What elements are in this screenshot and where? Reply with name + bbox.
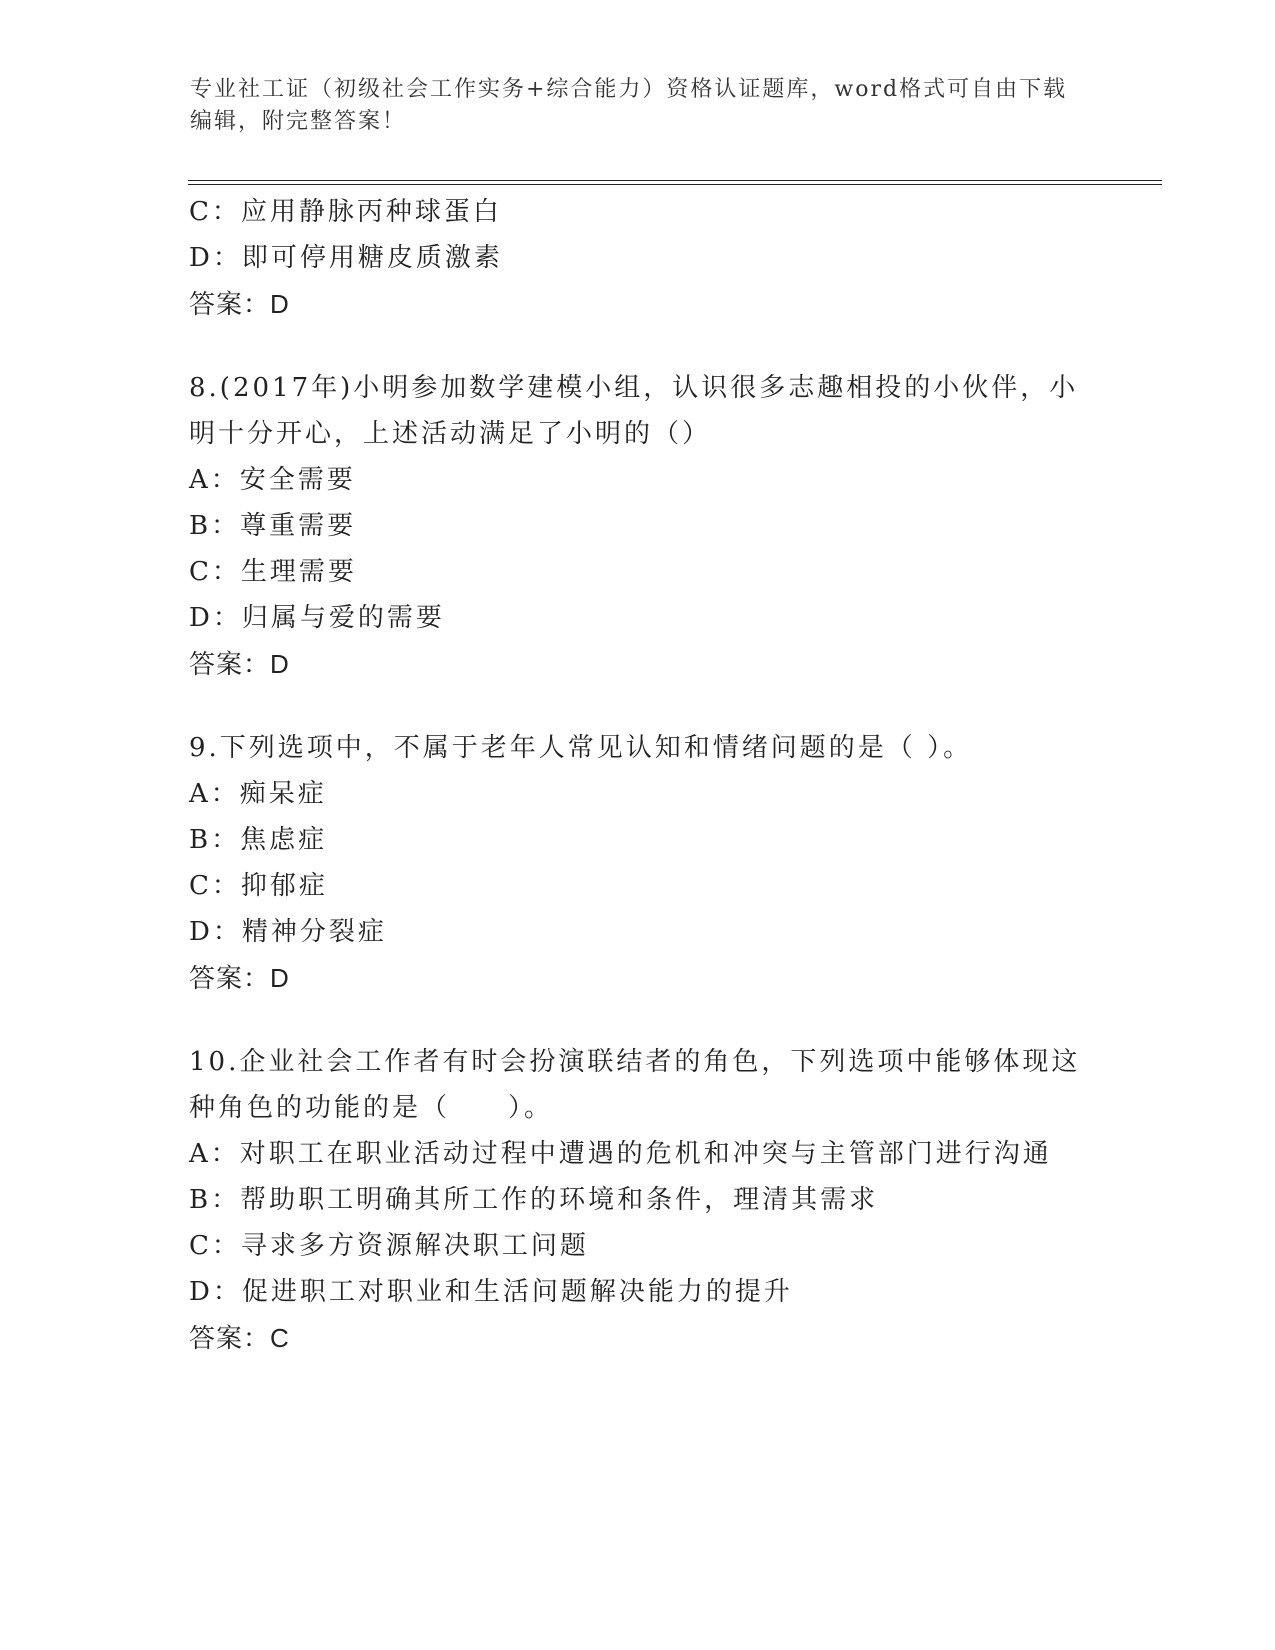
option-b: B：焦虑症 xyxy=(189,825,328,855)
question-8 xyxy=(189,365,1089,687)
answer-line: 答案：C xyxy=(189,1323,290,1353)
question-text: 明十分开心，上述活动满足了小明的（） xyxy=(189,419,712,449)
question-text: 9.下列选项中，不属于老年人常见认知和情绪问题的是（ ）。 xyxy=(189,733,973,763)
option-c: C：寻求多方资源解决职工问题 xyxy=(189,1231,589,1261)
answer-line: 答案：D xyxy=(189,963,290,993)
question-9 xyxy=(189,725,1089,1001)
header-line-1: 专业社工证（初级社会工作实务+综合能力）资格认证题库，word格式可自由下载 xyxy=(190,77,1068,102)
option-b: B：尊重需要 xyxy=(189,511,357,541)
option-d: D：促进职工对职业和生活问题解决能力的提升 xyxy=(189,1277,793,1307)
header-divider-thin xyxy=(188,184,1162,185)
spacer xyxy=(189,327,1089,365)
question-text: 种角色的功能的是（ ）。 xyxy=(189,1093,554,1123)
option-b: B：帮助职工明确其所工作的环境和条件，理清其需求 xyxy=(189,1185,879,1215)
answer-line: 答案：D xyxy=(189,649,290,679)
option-d: D：精神分裂症 xyxy=(189,917,387,947)
option-d: D：归属与爱的需要 xyxy=(189,603,445,633)
question-text: 10.企业社会工作者有时会扮演联结者的角色，下列选项中能够体现这 xyxy=(189,1047,1081,1077)
option-a: A：安全需要 xyxy=(189,465,356,495)
document-body xyxy=(189,189,1089,1361)
spacer xyxy=(189,687,1089,725)
question-text: 8.(2017年)小明参加数学建模小组，认识很多志趣相投的小伙伴，小 xyxy=(189,373,1079,403)
option-c: C：应用静脉丙种球蛋白 xyxy=(189,197,502,227)
option-a: A：痴呆症 xyxy=(189,779,327,809)
option-a: A：对职工在职业活动过程中遭遇的危机和冲突与主管部门进行沟通 xyxy=(189,1139,1052,1169)
header-divider-thick xyxy=(188,180,1162,181)
spacer xyxy=(189,1001,1089,1039)
document-header xyxy=(190,74,1090,138)
answer-line: 答案：D xyxy=(189,289,290,319)
header-line-2: 编辑，附完整答案！ xyxy=(190,109,407,134)
option-c: C：生理需要 xyxy=(189,557,357,587)
option-d: D：即可停用糖皮质激素 xyxy=(189,243,503,273)
question-7-continued xyxy=(189,189,1089,327)
question-10 xyxy=(189,1039,1089,1361)
option-c: C：抑郁症 xyxy=(189,871,328,901)
